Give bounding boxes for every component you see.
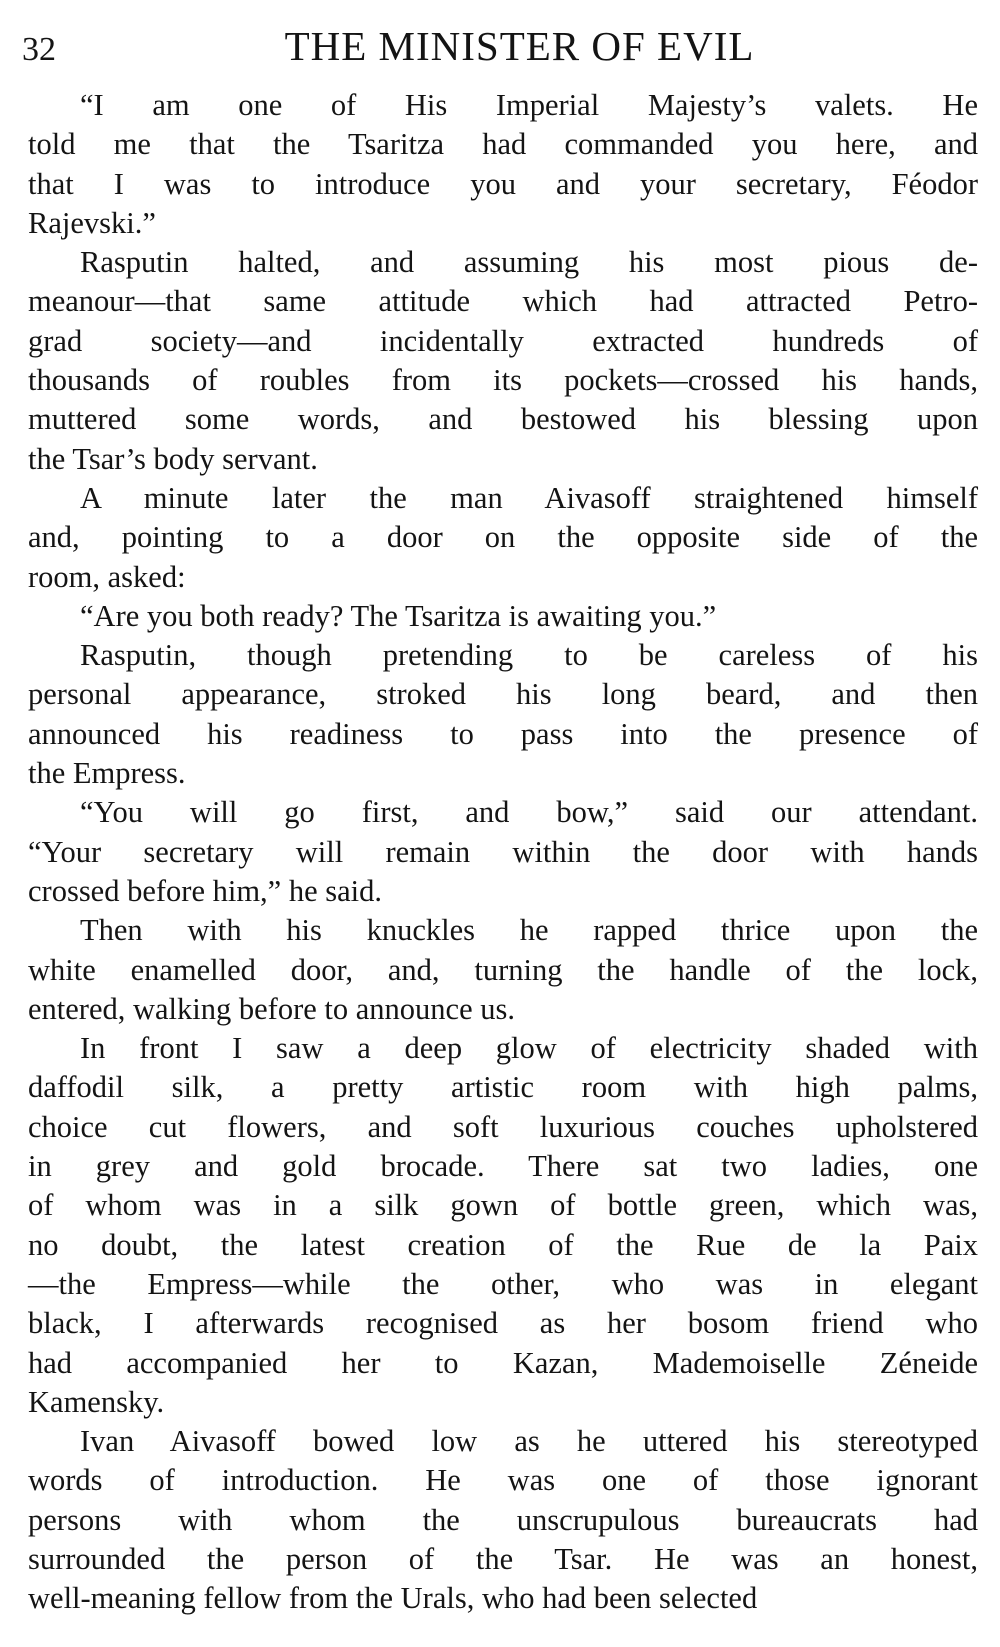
text-line: In front I saw a deep glow of electricity shaded with [80, 1031, 978, 1066]
page-number: 32 [22, 31, 56, 68]
text-line: “I am one of His Imperial Majesty’s valets. He [80, 88, 978, 122]
text-line: of whom was in a silk gown of bottle green, which was, [28, 1188, 978, 1223]
text-line: Rajevski.” [28, 205, 156, 240]
text-line: Kamensky. [28, 1384, 165, 1419]
text-line: Rasputin halted, and assuming his most pious de- [80, 245, 978, 280]
running-title: THE MINISTER OF EVIL [284, 23, 755, 69]
text-line: the Empress. [28, 756, 186, 791]
text-line: white enamelled door, and, turning the handle of the lock, [28, 952, 978, 987]
paragraph [28, 636, 978, 793]
text-line: “Your secretary will remain within the door with hands [28, 834, 978, 869]
text-line: choice cut flowers, and soft luxurious couches upholstered [28, 1109, 978, 1144]
text-line: persons with whom the unscrupulous bureaucrats had [28, 1502, 978, 1537]
paragraph [28, 597, 978, 636]
text-line: black, I afterwards recognised as her bosom friend who [28, 1306, 978, 1341]
text-line: the Tsar’s body servant. [28, 441, 318, 476]
text-line: announced his readiness to pass into the presence of [28, 716, 978, 751]
text-line: Then with his knuckles he rapped thrice upon the [80, 913, 978, 948]
text-line: had accompanied her to Kazan, Mademoiselle Zéneide [28, 1345, 978, 1380]
text-line: “You will go first, and bow,” said our attendant. [80, 795, 978, 830]
text-line: crossed before him,” he said. [28, 873, 383, 908]
text-line: muttered some words, and bestowed his blessing upon [28, 402, 978, 437]
body-text [28, 86, 978, 1619]
text-line: “Are you both ready? The Tsaritza is awaiting you.” [80, 598, 717, 633]
text-line: personal appearance, stroked his long beard, and then [28, 677, 978, 712]
paragraph [28, 911, 978, 1029]
text-line: and, pointing to a door on the opposite side of the [28, 520, 978, 555]
paragraph [28, 793, 978, 911]
paragraph [28, 479, 978, 597]
text-line: told me that the Tsaritza had commanded you here, and [28, 127, 978, 162]
text-line: entered, walking before to announce us. [28, 991, 515, 1026]
paragraph [28, 1029, 978, 1422]
text-line: well-meaning fellow from the Urals, who had been selected [28, 1581, 758, 1616]
text-line: daffodil silk, a pretty artistic room with high palms, [28, 1070, 978, 1105]
text-line: meanour—that same attitude which had attracted Petro- [28, 284, 978, 319]
text-line: A minute later the man Aivasoff straightened himself [80, 480, 978, 515]
text-line: in grey and gold brocade. There sat two ladies, one [28, 1149, 978, 1184]
paragraph [28, 1422, 978, 1618]
text-line: words of introduction. He was one of those ignorant [28, 1463, 978, 1498]
paragraph [28, 86, 978, 243]
text-line: —the Empress—while the other, who was in elegant [28, 1266, 978, 1301]
text-line: room, asked: [28, 559, 186, 594]
text-line: surrounded the person of the Tsar. He was an honest, [28, 1541, 978, 1576]
text-line: Ivan Aivasoff bowed low as he uttered his stereotyped [80, 1424, 978, 1459]
running-head [22, 22, 977, 74]
text-line: thousands of roubles from its pockets—crossed his hands, [28, 363, 978, 398]
text-line: that I was to introduce you and your secretary, Féodor [28, 166, 978, 201]
paragraph [28, 243, 978, 479]
text-line: no doubt, the latest creation of the Rue de la Paix [28, 1227, 978, 1262]
text-line: Rasputin, though pretending to be careless of his [80, 638, 978, 673]
text-line: grad society—and incidentally extracted hundreds of [28, 323, 978, 358]
